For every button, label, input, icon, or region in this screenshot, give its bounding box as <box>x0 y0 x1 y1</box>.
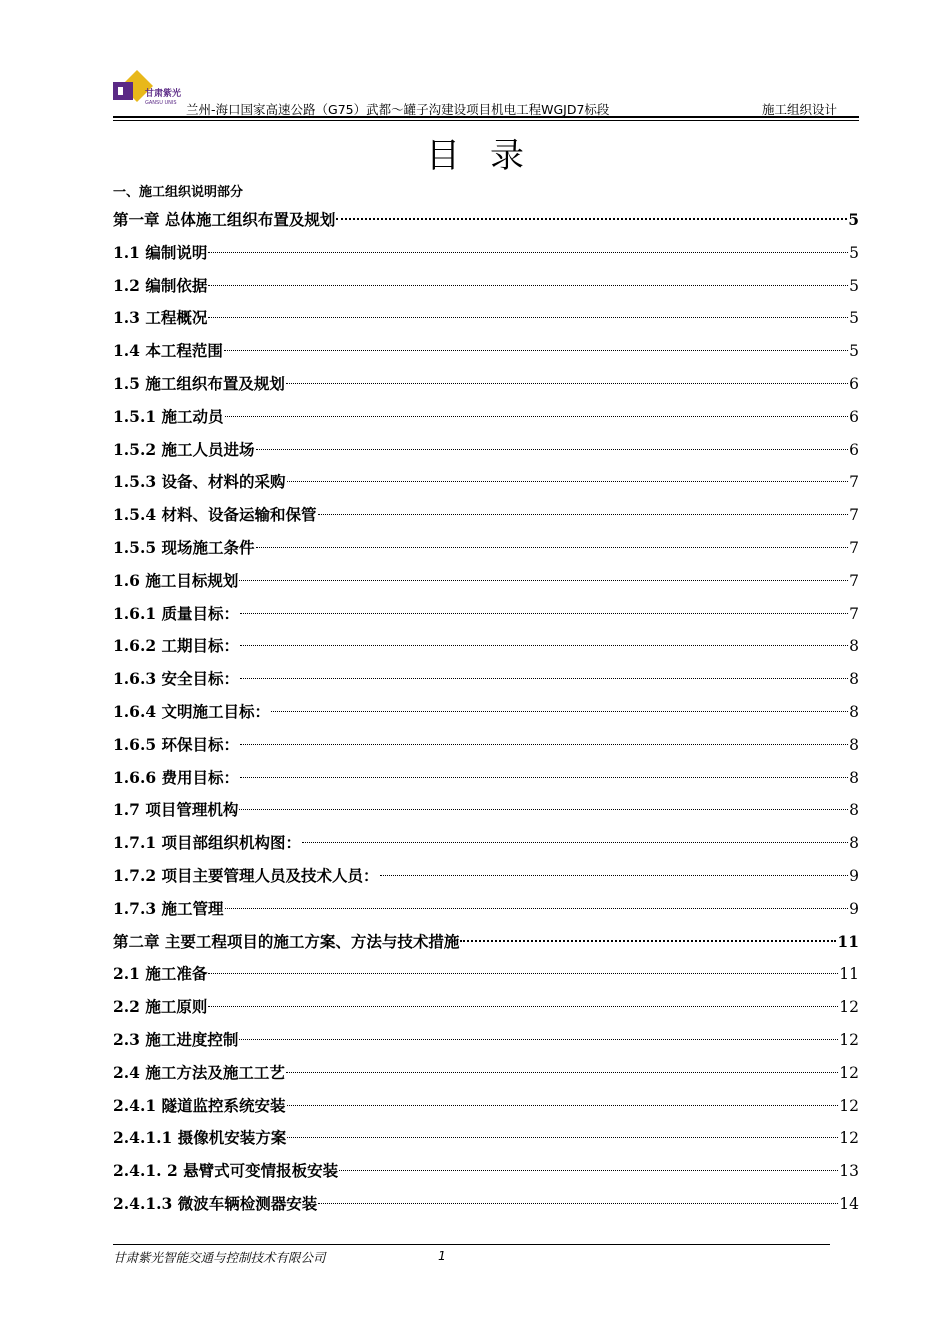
toc-leader-dots <box>208 252 848 253</box>
header-title: 兰州-海口国家高速公路（G75）武都～罐子沟建设项目机电工程WGJD7标段 <box>186 102 610 117</box>
toc-leader-dots <box>208 317 848 318</box>
toc-entry-label: 第二章 主要工程项目的施工方案、方法与技术措施 <box>113 931 460 951</box>
toc-chapter-entry[interactable] <box>113 204 859 237</box>
toc-entry-page: 9 <box>849 866 859 885</box>
toc-entry-page: 7 <box>849 571 859 590</box>
toc-leader-dots <box>240 645 848 646</box>
toc-entry-page: 8 <box>849 637 859 656</box>
toc-entry[interactable] <box>113 565 859 598</box>
toc-entry[interactable] <box>113 368 859 401</box>
toc-entry-label: 1.7.3 施工管理 <box>113 898 224 918</box>
header-rule-thin <box>113 120 859 121</box>
toc-leader-dots <box>239 580 848 581</box>
part-heading: 一、施工组织说明部分 <box>113 185 244 200</box>
toc-entry[interactable] <box>113 663 859 696</box>
toc-leader-dots <box>380 875 849 876</box>
toc-leader-dots <box>208 973 838 974</box>
footer-rule <box>113 1244 830 1245</box>
toc-entry[interactable] <box>113 499 859 532</box>
toc-entry-label: 2.2 施工原则 <box>113 997 208 1017</box>
toc-entry-label: 1.7.1 项目部组织机构图： <box>113 833 302 853</box>
toc-leader-dots <box>256 449 849 450</box>
toc-entry-label: 2.4.1.1 摄像机安装方案 <box>113 1128 287 1148</box>
toc-entry[interactable] <box>113 794 859 827</box>
toc-leader-dots <box>256 547 849 548</box>
toc-entry-page: 5 <box>848 210 859 229</box>
toc-entry-page: 9 <box>849 899 859 918</box>
toc-entry-page: 6 <box>849 374 859 393</box>
toc-leader-dots <box>225 416 849 417</box>
toc-leader-dots <box>239 809 848 810</box>
toc-entry[interactable] <box>113 598 859 631</box>
company-logo-icon <box>113 66 193 106</box>
table-of-contents <box>113 204 859 1221</box>
logo-subtext: GANSU UNIS <box>145 100 177 106</box>
toc-leader-dots <box>224 350 848 351</box>
toc-entry[interactable] <box>113 466 859 499</box>
toc-entry-label: 1.5.2 施工人员进场 <box>113 439 255 459</box>
toc-entry-label: 2.1 施工准备 <box>113 964 208 984</box>
toc-entry[interactable] <box>113 1090 859 1123</box>
toc-entry[interactable] <box>113 729 859 762</box>
toc-entry-page: 8 <box>849 801 859 820</box>
toc-entry[interactable] <box>113 302 859 335</box>
toc-leader-dots <box>240 744 848 745</box>
toc-entry-page: 7 <box>849 473 859 492</box>
toc-leader-dots <box>286 383 848 384</box>
toc-entry[interactable] <box>113 335 859 368</box>
toc-entry-page: 11 <box>839 965 859 984</box>
toc-leader-dots <box>287 1105 839 1106</box>
toc-entry-label: 2.4.1 隧道监控系统安装 <box>113 1095 286 1115</box>
toc-entry-page: 6 <box>849 407 859 426</box>
footer-company: 甘肃紫光智能交通与控制技术有限公司 <box>113 1250 326 1265</box>
toc-entry-label: 1.5.3 设备、材料的采购 <box>113 472 286 492</box>
toc-entry-label: 1.6 施工目标规划 <box>113 570 239 590</box>
toc-entry-page: 8 <box>849 702 859 721</box>
toc-leader-dots <box>318 514 849 515</box>
toc-entry-page: 8 <box>849 768 859 787</box>
toc-entry[interactable] <box>113 1155 859 1188</box>
toc-entry-label: 1.6.2 工期目标： <box>113 636 240 656</box>
toc-entry-page: 8 <box>849 670 859 689</box>
toc-entry-label: 1.1 编制说明 <box>113 242 208 262</box>
toc-entry-page: 12 <box>839 1096 859 1115</box>
toc-entry-label: 1.6.4 文明施工目标： <box>113 701 271 721</box>
toc-leader-dots <box>208 285 848 286</box>
toc-entry-label: 1.6.5 环保目标： <box>113 734 240 754</box>
logo-text: 甘肃紫光 <box>145 89 182 99</box>
toc-leader-dots <box>339 1170 838 1171</box>
toc-leader-dots <box>302 842 848 843</box>
header-rule <box>113 116 859 118</box>
toc-entry[interactable] <box>113 270 859 303</box>
toc-entry-page: 12 <box>839 1129 859 1148</box>
toc-entry-page: 11 <box>837 931 859 951</box>
toc-entry-page: 13 <box>839 1162 859 1181</box>
toc-entry-page: 8 <box>849 834 859 853</box>
toc-leader-dots <box>271 711 848 712</box>
toc-entry-label: 1.5 施工组织布置及规划 <box>113 373 285 393</box>
toc-entry-label: 1.6.3 安全目标： <box>113 669 240 689</box>
toc-entry-label: 1.7 项目管理机构 <box>113 800 239 820</box>
toc-entry[interactable] <box>113 991 859 1024</box>
toc-leader-dots <box>286 1072 838 1073</box>
toc-entry[interactable] <box>113 630 859 663</box>
toc-entry[interactable] <box>113 958 859 991</box>
toc-entry[interactable] <box>113 762 859 795</box>
toc-entry-label: 2.4.1.3 微波车辆检测器安装 <box>113 1193 318 1213</box>
toc-entry-page: 6 <box>849 440 859 459</box>
toc-entry-label: 1.5.1 施工动员 <box>113 406 224 426</box>
toc-entry-label: 2.4 施工方法及施工工艺 <box>113 1062 285 1082</box>
toc-entry-page: 8 <box>849 735 859 754</box>
toc-entry[interactable] <box>113 1122 859 1155</box>
toc-entry-page: 5 <box>849 243 859 262</box>
toc-entry-page: 7 <box>849 538 859 557</box>
toc-entry-label: 1.6.1 质量目标： <box>113 603 240 623</box>
toc-leader-dots <box>318 1203 838 1204</box>
toc-entry-page: 5 <box>849 309 859 328</box>
toc-entry-page: 5 <box>849 342 859 361</box>
toc-entry-label: 第一章 总体施工组织布置及规划 <box>113 210 336 229</box>
toc-entry[interactable] <box>113 827 859 860</box>
toc-leader-dots <box>240 777 848 778</box>
toc-leader-dots <box>287 481 849 482</box>
toc-entry-page: 5 <box>849 276 859 295</box>
toc-entry-page: 12 <box>839 998 859 1017</box>
toc-entry[interactable] <box>113 401 859 434</box>
toc-entry-label: 1.2 编制依据 <box>113 275 208 295</box>
toc-entry-label: 2.3 施工进度控制 <box>113 1029 239 1049</box>
toc-leader-dots <box>240 613 848 614</box>
page-header <box>113 66 859 120</box>
toc-leader-dots <box>208 1006 838 1007</box>
toc-entry-label: 1.7.2 项目主要管理人员及技术人员： <box>113 865 379 885</box>
toc-entry-page: 12 <box>839 1063 859 1082</box>
toc-entry[interactable] <box>113 532 859 565</box>
toc-entry-page: 7 <box>849 506 859 525</box>
toc-leader-dots <box>287 1137 838 1138</box>
toc-leader-dots <box>336 218 847 220</box>
toc-entry[interactable] <box>113 696 859 729</box>
toc-leader-dots <box>460 940 836 942</box>
toc-entry-label: 1.6.6 费用目标： <box>113 767 240 787</box>
toc-chapter-entry[interactable] <box>113 926 859 959</box>
header-doc-type: 施工组织设计 <box>761 102 837 117</box>
toc-leader-dots <box>239 1039 838 1040</box>
toc-entry[interactable] <box>113 860 859 893</box>
document-title: 目录 <box>426 136 554 176</box>
toc-entry[interactable] <box>113 893 859 926</box>
toc-leader-dots <box>225 908 849 909</box>
toc-entry-label: 1.5.4 材料、设备运输和保管 <box>113 505 317 525</box>
footer-page-number: 1 <box>438 1248 446 1263</box>
toc-entry-page: 14 <box>839 1194 859 1213</box>
toc-entry[interactable] <box>113 1024 859 1057</box>
toc-entry[interactable] <box>113 1188 859 1221</box>
toc-entry-label: 2.4.1. 2 悬臂式可变情报板安装 <box>113 1161 339 1181</box>
toc-entry-label: 1.5.5 现场施工条件 <box>113 537 255 557</box>
toc-entry[interactable] <box>113 1057 859 1090</box>
toc-entry[interactable] <box>113 434 859 467</box>
toc-entry-page: 12 <box>839 1030 859 1049</box>
toc-leader-dots <box>240 678 848 679</box>
toc-entry-label: 1.3 工程概况 <box>113 308 208 328</box>
toc-entry[interactable] <box>113 237 859 270</box>
toc-entry-label: 1.4 本工程范围 <box>113 341 223 361</box>
toc-entry-page: 7 <box>849 604 859 623</box>
